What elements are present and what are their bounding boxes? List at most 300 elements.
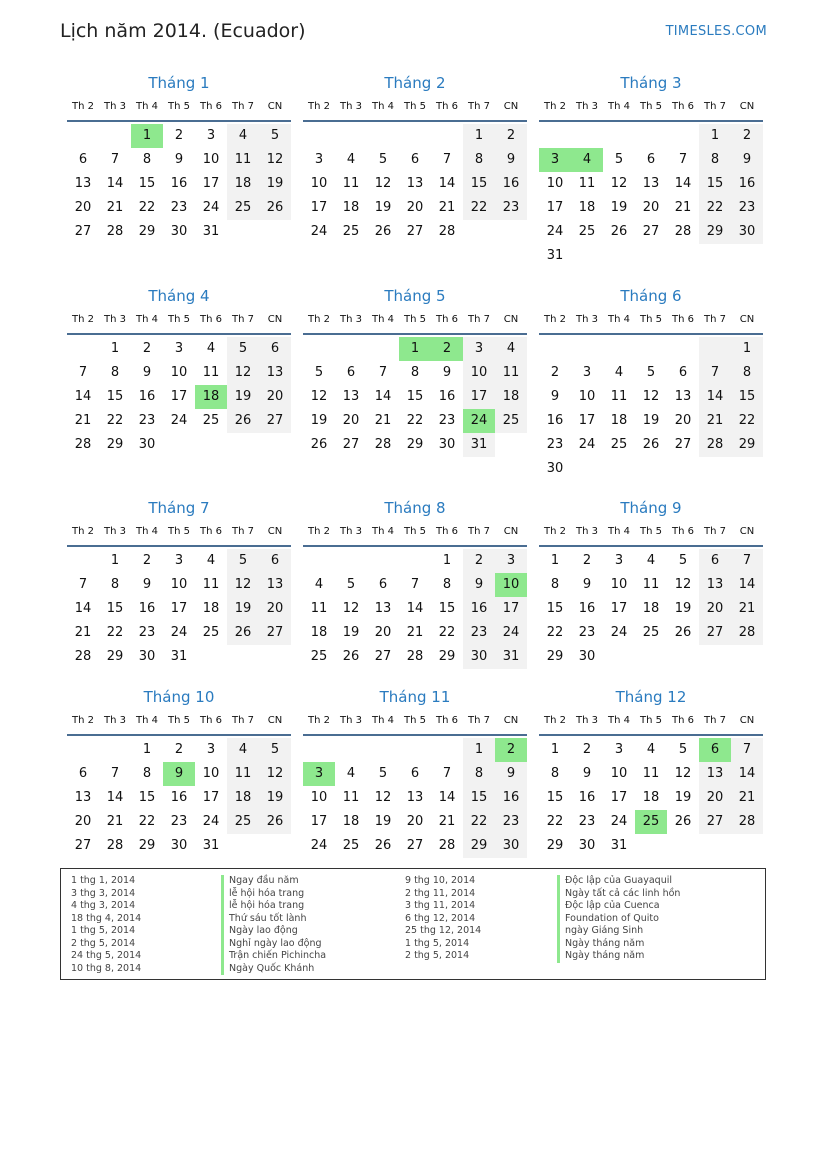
day-cell: 24 [546, 224, 564, 239]
day-cell: 20 [699, 786, 731, 810]
weekday-header [539, 96, 763, 122]
day-cell: 15 [406, 389, 424, 404]
empty-cell [635, 645, 667, 669]
day-cell: 19 [674, 601, 692, 616]
empty-cell [399, 124, 431, 148]
empty-cell [335, 738, 367, 762]
weekday-label: Th 2 [72, 526, 94, 537]
day-cell: 29 [731, 433, 763, 457]
day-cell: 2 [174, 742, 184, 757]
day-cell: 11 [578, 176, 596, 191]
holiday-name: Ngày tháng năm [557, 950, 680, 963]
weekday-label: Th 7 [232, 101, 254, 112]
day-grid [539, 738, 763, 858]
day-cell: 19 [642, 413, 660, 428]
weekday-label: Th 6 [672, 715, 694, 726]
day-cell: 17 [310, 200, 328, 215]
empty-cell [67, 124, 99, 148]
empty-cell [667, 337, 699, 361]
day-cell: 18 [642, 790, 660, 805]
day-cell: 7 [410, 577, 420, 592]
day-cell: 11 [227, 148, 259, 172]
day-cell: 6 [378, 577, 388, 592]
day-cell: 26 [259, 810, 291, 834]
holiday-name: Ngày lao động [221, 925, 326, 938]
day-cell: 12 [227, 361, 259, 385]
empty-cell [195, 645, 227, 669]
day-cell: 10 [202, 152, 220, 167]
day-cell: 27 [642, 224, 660, 239]
day-cell: 16 [495, 786, 527, 810]
weekday-label: Th 4 [136, 526, 158, 537]
weekday-label: Th 7 [704, 314, 726, 325]
weekday-header [539, 309, 763, 335]
day-cell: 17 [495, 597, 527, 621]
day-cell: 2 [142, 553, 152, 568]
day-cell: 20 [74, 814, 92, 829]
weekday-label: Th 6 [672, 101, 694, 112]
day-cell: 16 [495, 172, 527, 196]
day-cell: 15 [699, 172, 731, 196]
holiday-day-cell: 1 [131, 124, 163, 148]
holiday-day-cell: 18 [195, 385, 227, 409]
weekday-label: CN [739, 526, 755, 537]
day-cell: 15 [106, 601, 124, 616]
day-cell: 6 [78, 766, 88, 781]
holiday-date: 1 thg 5, 2014 [71, 925, 136, 936]
empty-cell [303, 124, 335, 148]
day-cell: 14 [438, 790, 456, 805]
weekday-label: Th 6 [672, 526, 694, 537]
month-block [303, 497, 527, 669]
day-cell: 27 [259, 621, 291, 645]
day-cell: 3 [582, 365, 592, 380]
empty-cell [603, 457, 635, 481]
day-cell: 9 [174, 152, 184, 167]
month-block [303, 285, 527, 457]
empty-cell [571, 457, 603, 481]
weekday-label: Th 3 [104, 715, 126, 726]
weekday-label: Th 6 [200, 314, 222, 325]
day-cell: 25 [310, 649, 328, 664]
day-cell: 16 [138, 601, 156, 616]
day-cell: 26 [310, 437, 328, 452]
empty-cell [571, 244, 603, 268]
empty-cell [635, 244, 667, 268]
day-cell: 10 [202, 766, 220, 781]
weekday-label: Th 2 [72, 101, 94, 112]
empty-cell [335, 124, 367, 148]
day-cell: 24 [310, 838, 328, 853]
weekday-label: Th 5 [168, 715, 190, 726]
day-cell: 12 [374, 790, 392, 805]
weekday-label: Th 5 [404, 715, 426, 726]
day-cell: 10 [170, 365, 188, 380]
day-cell: 26 [674, 814, 692, 829]
holiday-date: 10 thg 8, 2014 [71, 962, 142, 974]
day-cell: 17 [202, 790, 220, 805]
day-cell: 7 [110, 766, 120, 781]
day-cell: 22 [106, 413, 124, 428]
day-cell: 13 [699, 573, 731, 597]
day-cell: 13 [406, 176, 424, 191]
day-cell: 17 [578, 413, 596, 428]
empty-cell [399, 549, 431, 573]
holiday-day-cell: 10 [495, 573, 527, 597]
weekday-header [303, 521, 527, 547]
weekday-label: Th 7 [704, 715, 726, 726]
holiday-day-cell: 3 [539, 148, 571, 172]
day-cell: 12 [610, 176, 628, 191]
day-cell: 16 [578, 601, 596, 616]
weekday-label: Th 3 [340, 314, 362, 325]
day-cell: 10 [610, 577, 628, 592]
day-cell: 29 [106, 649, 124, 664]
day-cell: 3 [614, 742, 624, 757]
day-cell: 23 [463, 621, 495, 645]
day-cell: 3 [314, 152, 324, 167]
day-cell: 10 [310, 790, 328, 805]
weekday-label: Th 4 [608, 526, 630, 537]
day-cell: 24 [170, 413, 188, 428]
weekday-label: Th 2 [308, 526, 330, 537]
weekday-label: Th 3 [340, 526, 362, 537]
empty-cell [463, 220, 495, 244]
day-cell: 26 [259, 196, 291, 220]
day-cell: 4 [495, 337, 527, 361]
day-cell: 12 [310, 389, 328, 404]
empty-cell [731, 834, 763, 858]
month-title: Tháng 4 [148, 287, 210, 305]
day-cell: 6 [699, 549, 731, 573]
day-cell: 16 [170, 790, 188, 805]
day-cell: 13 [642, 176, 660, 191]
empty-cell [99, 738, 131, 762]
day-cell: 19 [374, 814, 392, 829]
day-cell: 25 [342, 224, 360, 239]
day-grid [67, 124, 291, 244]
empty-cell [699, 337, 731, 361]
day-cell: 15 [546, 601, 564, 616]
day-cell: 31 [463, 433, 495, 457]
day-cell: 30 [170, 838, 188, 853]
weekday-label: Th 4 [608, 715, 630, 726]
weekday-label: Th 5 [404, 101, 426, 112]
day-cell: 26 [674, 625, 692, 640]
day-cell: 23 [578, 814, 596, 829]
month-title: Tháng 9 [620, 499, 682, 517]
day-cell: 3 [495, 549, 527, 573]
weekday-label: Th 2 [544, 101, 566, 112]
day-cell: 29 [406, 437, 424, 452]
day-cell: 18 [495, 385, 527, 409]
day-cell: 30 [578, 838, 596, 853]
day-cell: 13 [259, 361, 291, 385]
empty-cell [539, 124, 571, 148]
holiday-name: ngày Giáng Sinh [557, 925, 680, 938]
day-cell: 21 [699, 409, 731, 433]
day-cell: 21 [731, 786, 763, 810]
day-cell: 9 [142, 365, 152, 380]
day-cell: 1 [463, 124, 495, 148]
day-cell: 7 [678, 152, 688, 167]
empty-cell [699, 244, 731, 268]
day-cell: 31 [202, 224, 220, 239]
holiday-name: Độc lập của Guayaquil [557, 875, 680, 888]
empty-cell [67, 549, 99, 573]
empty-cell [635, 124, 667, 148]
holiday-day-cell: 2 [431, 337, 463, 361]
day-cell: 31 [546, 248, 564, 263]
legend-right-names [557, 875, 680, 963]
day-cell: 20 [699, 597, 731, 621]
day-cell: 24 [170, 625, 188, 640]
day-cell: 5 [227, 549, 259, 573]
day-cell: 23 [438, 413, 456, 428]
day-cell: 11 [227, 762, 259, 786]
day-cell: 4 [646, 742, 656, 757]
day-cell: 10 [610, 766, 628, 781]
day-cell: 27 [342, 437, 360, 452]
weekday-label: Th 6 [200, 101, 222, 112]
day-cell: 15 [463, 172, 495, 196]
day-cell: 7 [378, 365, 388, 380]
day-cell: 28 [106, 838, 124, 853]
day-cell: 19 [374, 200, 392, 215]
day-cell: 5 [378, 766, 388, 781]
weekday-label: Th 3 [104, 314, 126, 325]
day-cell: 13 [259, 573, 291, 597]
month-title: Tháng 10 [143, 688, 215, 706]
month-title: Tháng 12 [615, 688, 687, 706]
day-cell: 15 [546, 790, 564, 805]
holiday-date: 1 thg 1, 2014 [71, 875, 136, 886]
day-cell: 12 [259, 762, 291, 786]
weekday-label: Th 6 [436, 715, 458, 726]
weekday-label: Th 7 [468, 526, 490, 537]
holiday-date: 9 thg 10, 2014 [405, 875, 476, 886]
day-cell: 17 [170, 389, 188, 404]
weekday-label: Th 7 [232, 314, 254, 325]
day-cell: 27 [674, 437, 692, 452]
day-cell: 18 [342, 814, 360, 829]
holiday-name: Ngày tháng năm [557, 938, 680, 951]
holiday-date: 1 thg 5, 2014 [405, 937, 470, 949]
day-cell: 20 [342, 413, 360, 428]
day-cell: 19 [310, 413, 328, 428]
day-cell: 26 [227, 621, 259, 645]
empty-cell [603, 645, 635, 669]
day-cell: 5 [259, 124, 291, 148]
empty-cell [667, 457, 699, 481]
day-cell: 7 [731, 738, 763, 762]
day-cell: 21 [74, 625, 92, 640]
empty-cell [195, 433, 227, 457]
day-cell: 28 [74, 649, 92, 664]
day-cell: 25 [342, 838, 360, 853]
day-cell: 7 [110, 152, 120, 167]
weekday-label: Th 2 [308, 101, 330, 112]
day-cell: 8 [699, 148, 731, 172]
weekday-label: CN [503, 101, 519, 112]
day-cell: 4 [614, 365, 624, 380]
weekday-label: Th 7 [704, 526, 726, 537]
day-cell: 15 [438, 601, 456, 616]
weekday-label: Th 3 [340, 715, 362, 726]
day-grid [539, 549, 763, 669]
day-cell: 20 [374, 625, 392, 640]
day-cell: 14 [438, 176, 456, 191]
month-block [67, 686, 291, 858]
month-block [539, 285, 763, 481]
day-cell: 5 [259, 738, 291, 762]
weekday-label: CN [503, 314, 519, 325]
day-cell: 16 [546, 413, 564, 428]
weekday-header [303, 309, 527, 335]
day-cell: 27 [74, 224, 92, 239]
day-cell: 7 [78, 577, 88, 592]
day-cell: 24 [610, 814, 628, 829]
day-cell: 3 [463, 337, 495, 361]
holiday-name: lễ hội hóa trang [221, 900, 326, 913]
weekday-label: Th 5 [640, 715, 662, 726]
weekday-label: CN [267, 314, 283, 325]
empty-cell [635, 834, 667, 858]
day-grid [539, 124, 763, 268]
day-cell: 28 [731, 810, 763, 834]
day-cell: 1 [699, 124, 731, 148]
day-grid [67, 738, 291, 858]
day-cell: 11 [642, 766, 660, 781]
day-cell: 25 [227, 196, 259, 220]
empty-cell [635, 457, 667, 481]
weekday-header [67, 96, 291, 122]
holiday-name: Ngày tất cả các linh hồn [557, 888, 680, 901]
day-cell: 1 [550, 742, 560, 757]
empty-cell [731, 244, 763, 268]
empty-cell [367, 337, 399, 361]
empty-cell [699, 457, 731, 481]
weekday-label: Th 5 [168, 101, 190, 112]
day-cell: 9 [550, 389, 560, 404]
day-cell: 29 [546, 649, 564, 664]
day-cell: 28 [699, 433, 731, 457]
day-cell: 5 [678, 553, 688, 568]
day-cell: 14 [74, 601, 92, 616]
month-title: Tháng 1 [148, 74, 210, 92]
day-cell: 2 [495, 124, 527, 148]
day-cell: 21 [406, 625, 424, 640]
holiday-date: 4 thg 3, 2014 [71, 900, 136, 911]
day-cell: 4 [346, 152, 356, 167]
day-cell: 6 [259, 337, 291, 361]
empty-cell [227, 834, 259, 858]
day-cell: 10 [463, 361, 495, 385]
holiday-day-cell: 2 [495, 738, 527, 762]
weekday-label: Th 4 [136, 715, 158, 726]
day-cell: 23 [138, 625, 156, 640]
day-cell: 14 [731, 573, 763, 597]
weekday-label: Th 3 [576, 526, 598, 537]
day-cell: 6 [678, 365, 688, 380]
day-cell: 9 [495, 762, 527, 786]
day-cell: 7 [699, 361, 731, 385]
holiday-day-cell: 3 [303, 762, 335, 786]
day-cell: 11 [610, 389, 628, 404]
weekday-label: Th 5 [404, 314, 426, 325]
empty-cell [335, 337, 367, 361]
day-cell: 21 [731, 597, 763, 621]
weekday-label: Th 6 [200, 526, 222, 537]
day-cell: 21 [438, 814, 456, 829]
day-cell: 26 [374, 224, 392, 239]
weekday-label: Th 3 [576, 101, 598, 112]
day-cell: 1 [442, 553, 452, 568]
day-cell: 28 [374, 437, 392, 452]
day-cell: 2 [550, 365, 560, 380]
day-cell: 11 [310, 601, 328, 616]
day-cell: 31 [202, 838, 220, 853]
day-cell: 3 [206, 128, 216, 143]
weekday-header [539, 710, 763, 736]
day-cell: 26 [374, 838, 392, 853]
day-cell: 22 [731, 409, 763, 433]
day-cell: 19 [227, 597, 259, 621]
weekday-label: Th 6 [436, 526, 458, 537]
day-cell: 20 [642, 200, 660, 215]
empty-cell [67, 738, 99, 762]
day-cell: 14 [699, 385, 731, 409]
day-cell: 23 [138, 413, 156, 428]
weekday-label: Th 2 [544, 314, 566, 325]
holiday-date: 18 thg 4, 2014 [71, 912, 142, 924]
day-cell: 18 [578, 200, 596, 215]
day-cell: 12 [259, 148, 291, 172]
day-cell: 17 [202, 176, 220, 191]
holiday-day-cell: 1 [399, 337, 431, 361]
site-link[interactable]: TIMESLES.COM [665, 24, 767, 39]
day-cell: 23 [495, 810, 527, 834]
page-title: Lịch năm 2014. (Ecuador) [60, 20, 306, 42]
holiday-date: 3 thg 11, 2014 [405, 900, 476, 911]
day-cell: 25 [227, 810, 259, 834]
weekday-label: Th 3 [340, 101, 362, 112]
day-cell: 5 [314, 365, 324, 380]
day-cell: 8 [142, 152, 152, 167]
weekday-label: Th 6 [200, 715, 222, 726]
day-cell: 15 [463, 786, 495, 810]
day-cell: 11 [495, 361, 527, 385]
day-cell: 23 [170, 814, 188, 829]
weekday-label: Th 6 [672, 314, 694, 325]
day-cell: 17 [610, 790, 628, 805]
day-cell: 18 [610, 413, 628, 428]
empty-cell [259, 220, 291, 244]
day-cell: 12 [674, 577, 692, 592]
day-cell: 22 [463, 196, 495, 220]
empty-cell [303, 337, 335, 361]
day-cell: 10 [546, 176, 564, 191]
day-cell: 24 [202, 200, 220, 215]
day-cell: 9 [442, 365, 452, 380]
day-cell: 17 [310, 814, 328, 829]
day-cell: 19 [342, 625, 360, 640]
day-cell: 11 [642, 577, 660, 592]
day-cell: 11 [202, 365, 220, 380]
weekday-label: Th 4 [372, 314, 394, 325]
day-cell: 20 [259, 597, 291, 621]
empty-cell [367, 549, 399, 573]
